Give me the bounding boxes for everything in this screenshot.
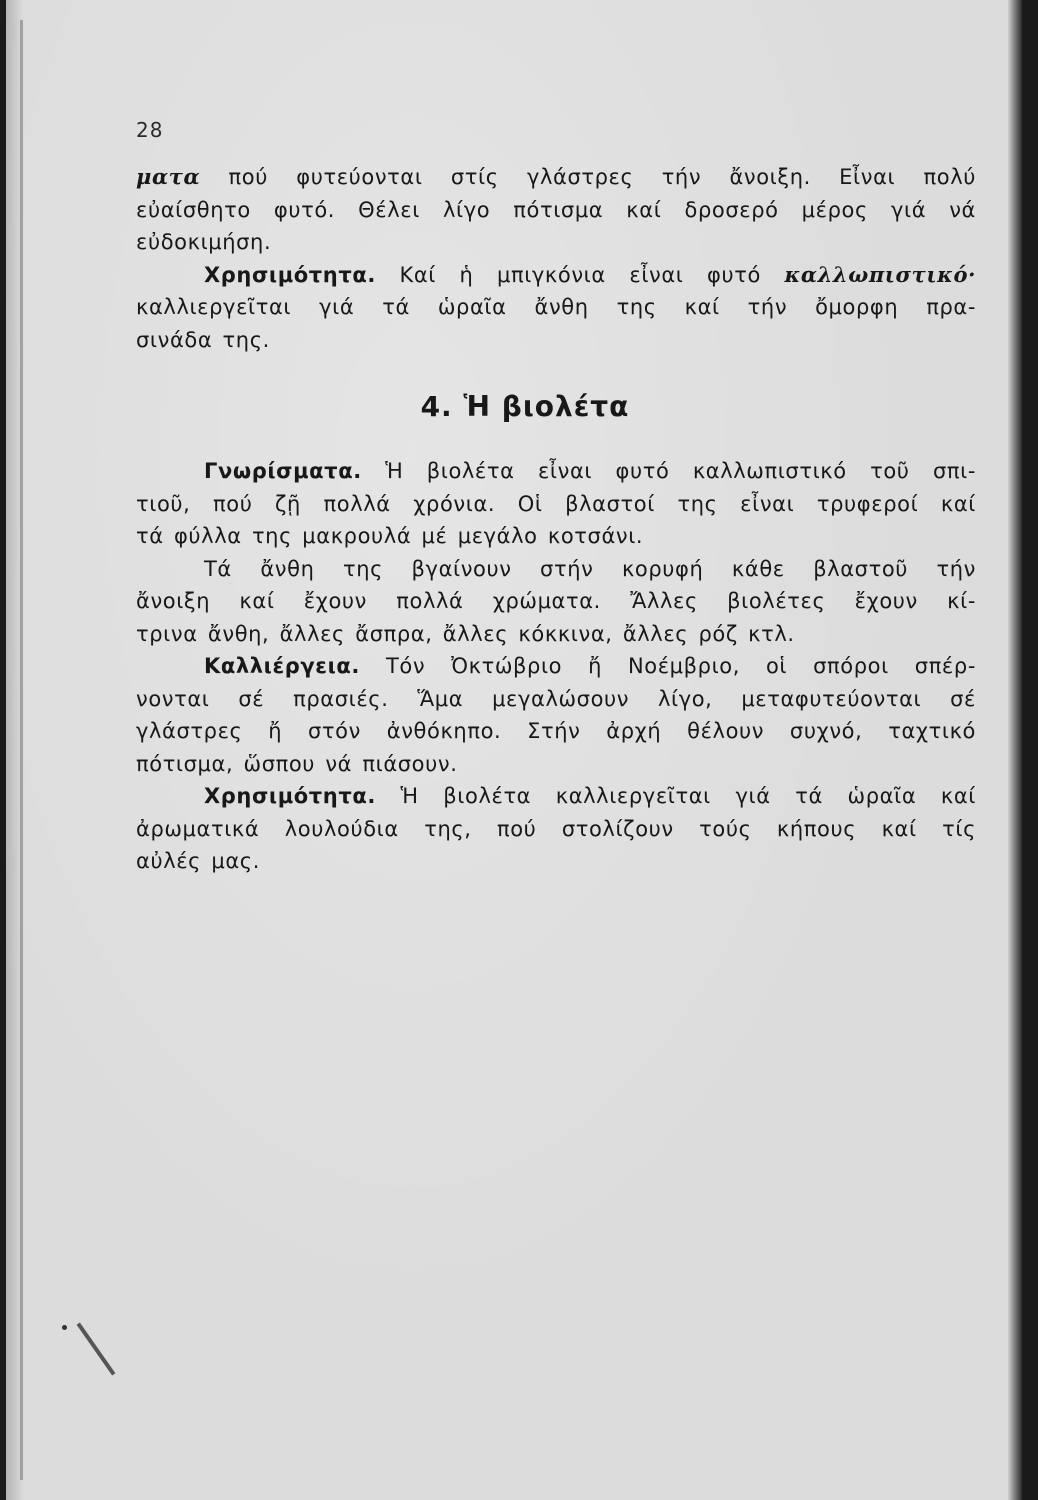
text-line: πότισμα, ὥσπου νά πιάσουν. xyxy=(136,751,458,776)
cultivation-term: Καλλιέργεια. xyxy=(204,654,360,678)
text-line: ἀρωματικά λουλούδια της, πού στολίζουν τούς κήπους καί τίς xyxy=(136,816,976,841)
text-line: ματα πού φυτεύονται στίς γλάστρες τήν ἄνοιξη. Εἶναι πολύ xyxy=(136,164,976,189)
text-line: εὐαίσθητο φυτό. Θέλει λίγο πότισμα καί δροσερό μέρος γιά νά xyxy=(136,197,976,222)
book-page xyxy=(6,0,1022,1500)
page-binding-edge xyxy=(20,20,23,1480)
text-line: Χρησιμότητα. Ἡ βιολέτα καλλιεργεῖται γιά τά ὡραῖα καί xyxy=(204,784,976,808)
text-line: εὐδοκιμήση. xyxy=(136,230,272,254)
characteristics-term: Γνωρίσματα. xyxy=(204,459,362,483)
ink-mark xyxy=(77,1322,116,1375)
text-line: αὐλές μας. xyxy=(136,849,260,873)
usefulness-term: Χρησιμότητα. xyxy=(204,784,376,808)
usefulness-term: Χρησιμότητα. xyxy=(204,262,376,287)
text-line: τρινα ἄνθη, ἄλλες ἄσπρα, ἄλλες κόκκινα, ἄλλες ρόζ κτλ. xyxy=(136,621,795,646)
text-line: νονται σέ πρασιές. Ἅμα μεγαλώσουν λίγο, μεταφυτεύονται σέ xyxy=(136,686,976,711)
text-line: τά φύλλα της μακρουλά μέ μεγάλο κοτσάνι. xyxy=(136,524,644,548)
section-title: 4. Ἡ βιολέτα xyxy=(420,390,630,423)
page-right-shadow xyxy=(1008,0,1022,1500)
text-line: σινάδα της. xyxy=(136,327,270,352)
text-line: Τά ἄνθη της βγαίνουν στήν κορυφή κάθε βλαστοῦ τήν xyxy=(204,556,976,581)
text-line: Χρησιμότητα. Καί ἡ μπιγκόνια εἶναι φυτό καλλωπιστικό· xyxy=(204,261,976,287)
text-line: ἄνοιξη καί ἔχουν πολλά χρώματα. Ἄλλες βιολέτες ἔχουν κί- xyxy=(136,589,976,613)
page-number: 28 xyxy=(136,118,164,142)
text-line: Καλλιέργεια. Τόν Ὀκτώβριο ἤ Νοέμβριο, οἱ σπόροι σπέρ- xyxy=(204,654,976,678)
ink-speck xyxy=(62,1325,67,1330)
text-line: γλάστρες ἤ στόν ἀνθόκηπο. Στήν ἀρχή θέλουν συχνό, ταχτικό xyxy=(136,719,976,743)
begonia-text-block xyxy=(136,161,976,356)
violet-text-block xyxy=(136,455,976,878)
text-line: τιοῦ, πού ζῇ πολλά χρόνια. Οἱ βλαστοί της εἶναι τρυφεροί καί xyxy=(136,491,976,516)
text-line: Γνωρίσματα. Ἡ βιολέτα εἶναι φυτό καλλωπιστικό τοῦ σπι- xyxy=(204,459,976,483)
text-line: καλλιεργεῖται γιά τά ὡραῖα ἄνθη της καί τήν ὄμορφη πρα- xyxy=(136,295,976,319)
